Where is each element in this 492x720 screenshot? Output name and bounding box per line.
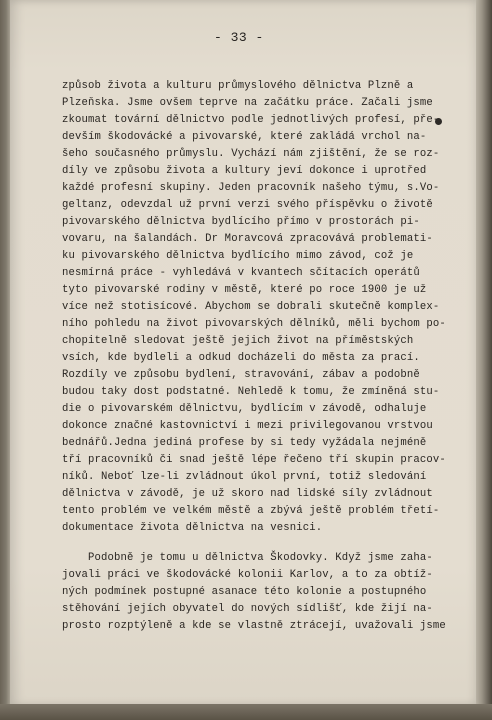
page-number: - 33 -: [214, 30, 264, 45]
text-line: bednářů.Jedna jediná profese by si tedy vyžádala nejméně: [62, 437, 427, 449]
text-line: vovaru, na šalandách. Dr Moravcová zpracovává problemati-: [62, 233, 433, 245]
text-line: Rozdíly ve způsobu bydlení, stravování, zábav a podobně: [62, 369, 420, 381]
text-line: dokonce značné kastovnictví i mezi privilegovanou vrstvou: [62, 420, 433, 432]
text-line: tento problém ve velkém městě a zbývá ještě problém třetí-: [62, 505, 440, 517]
text-line: geltanz, odevzdal už první verzi svého příspěvku o životě: [62, 199, 433, 211]
text-line: více než stotisícové. Abychom se dobrali skutečně komplex-: [62, 301, 440, 313]
text-line: nesmírná práce - vyhledává v kvantech sčítacích operátů: [62, 267, 420, 279]
text-line: ku pivovarského dělnictva bydlícího mimo závod, což je: [62, 250, 414, 262]
text-line: budou taky dost podstatné. Nehledě k tomu, že zmíněná stu-: [62, 386, 440, 398]
text-line: dokumentace života dělnictva na vesnici.: [62, 522, 323, 534]
text-line: devším škodovácké a pivovarské, které zakládá vrchol na-: [62, 131, 427, 143]
text-line: pivovarského dělnictva bydlícího přímo v prostorách pi-: [62, 216, 420, 228]
text-line: každé profesní skupiny. Jeden pracovník našeho týmu, s.Vo-: [62, 182, 440, 194]
text-line: díly ve způsobu života a kultury jeví dokonce i uprotřed: [62, 165, 427, 177]
text-line: Podobně je tomu u dělnictva Škodovky. Když jsme zaha-: [88, 552, 433, 564]
text-line: dělnictva v závodě, je už skoro nad lidské síly zvládnout: [62, 488, 433, 500]
text-line: šeho současného průmyslu. Vychází nám zjištění, že se roz-: [62, 148, 440, 160]
text-line: Plzeňska. Jsme ovšem teprve na začátku práce. Začali jsme: [62, 97, 433, 109]
text-line: stěhování jejích obyvatel do nových sídlišť, kde žijí na-: [62, 603, 433, 615]
text-line: vsích, kde bydleli a odkud docházeli do města za prací.: [62, 352, 420, 364]
text-line: tyto pivovarské rodiny v městě, které po roce 1900 je už: [62, 284, 427, 296]
text-line: jovali práci ve škodovácké kolonii Karlov, a to za obtíž-: [62, 569, 433, 581]
text-line: prosto rozptýleně a kde se vlastně ztrácejí, uvažovali jsme: [62, 620, 446, 632]
text-line: zkoumat tovární dělnictvo podle jednotlivých profesí, pře-: [62, 114, 440, 126]
text-line: chopitelně sledovat ještě jejich život na příměstských: [62, 335, 414, 347]
text-line: ního pohledu na život pivovarských dělníků, měli bychom po-: [62, 318, 446, 330]
text-line: níků. Neboť lze-li zvládnout úkol první, totiž sledování: [62, 471, 427, 483]
text-line: die o pivovarském dělnictvu, bydlícím v závodě, odhaluje: [62, 403, 427, 415]
text-line: tří pracovníků či snad ještě lépe řečeno tří skupin pracov-: [62, 454, 446, 466]
text-line: ných podmínek postupné asanace této kolonie a postupného: [62, 586, 427, 598]
text-line: způsob života a kulturu průmyslového dělnictva Plzně a: [62, 80, 414, 92]
